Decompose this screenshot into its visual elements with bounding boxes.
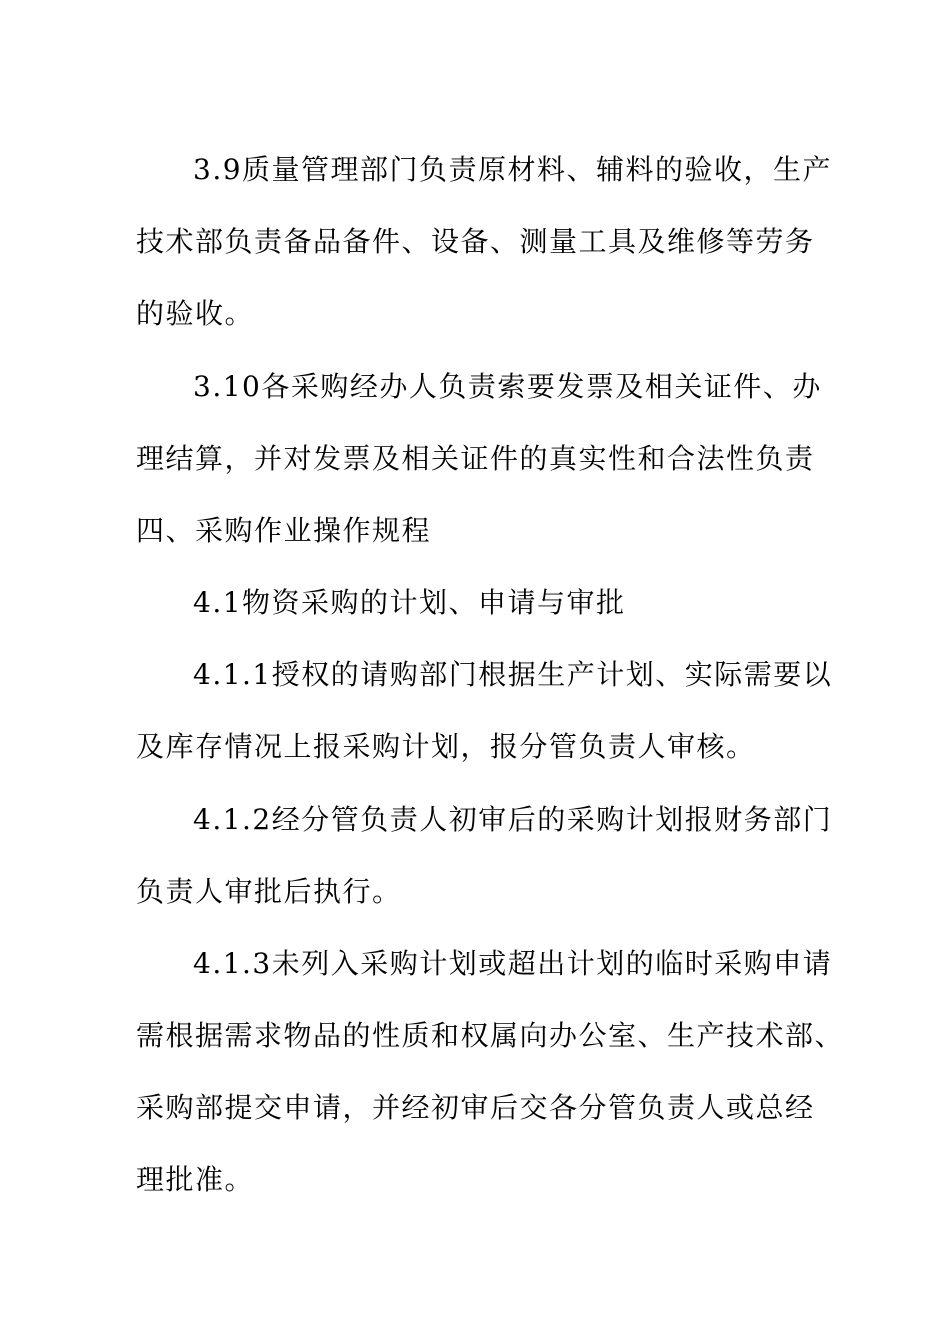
paragraph-3-9-line-2: 技术部负责备品备件、设备、测量工具及维修等劳务 xyxy=(136,225,815,258)
paragraph-4-1-2-line-1: 4.1.2经分管负责人初审后的采购计划报财务部门 xyxy=(193,803,833,836)
paragraph-3-10-line-1: 3.10各采购经办人负责索要发票及相关证件、办 xyxy=(193,370,822,403)
subsection-heading-4-1: 4.1物资采购的计划、申请与审批 xyxy=(193,586,626,619)
paragraph-4-1-1-line-2: 及库存情况上报采购计划，报分管负责人审核。 xyxy=(136,730,756,763)
paragraph-4-1-1-line-1: 4.1.1授权的请购部门根据生产计划、实际需要以 xyxy=(193,658,833,691)
paragraph-4-1-3-line-3: 采购部提交申请，并经初审后交各分管负责人或总经 xyxy=(136,1091,815,1124)
paragraph-4-1-3-line-2: 需根据需求物品的性质和权属向办公室、生产技术部、 xyxy=(136,1019,845,1052)
paragraph-4-1-2-line-2: 负责人审批后执行。 xyxy=(136,875,402,908)
paragraph-4-1-3-line-4: 理批准。 xyxy=(136,1163,255,1196)
paragraph-4-1-3-line-1: 4.1.3未列入采购计划或超出计划的临时采购申请 xyxy=(193,947,833,980)
paragraph-3-9-line-1: 3.9质量管理部门负责原材料、辅料的验收，生产 xyxy=(193,153,833,186)
paragraph-3-9-line-3: 的验收。 xyxy=(136,297,255,330)
paragraph-3-10-line-2: 理结算，并对发票及相关证件的真实性和合法性负责 xyxy=(136,442,815,475)
section-heading-4: 四、采购作业操作规程 xyxy=(136,514,432,547)
